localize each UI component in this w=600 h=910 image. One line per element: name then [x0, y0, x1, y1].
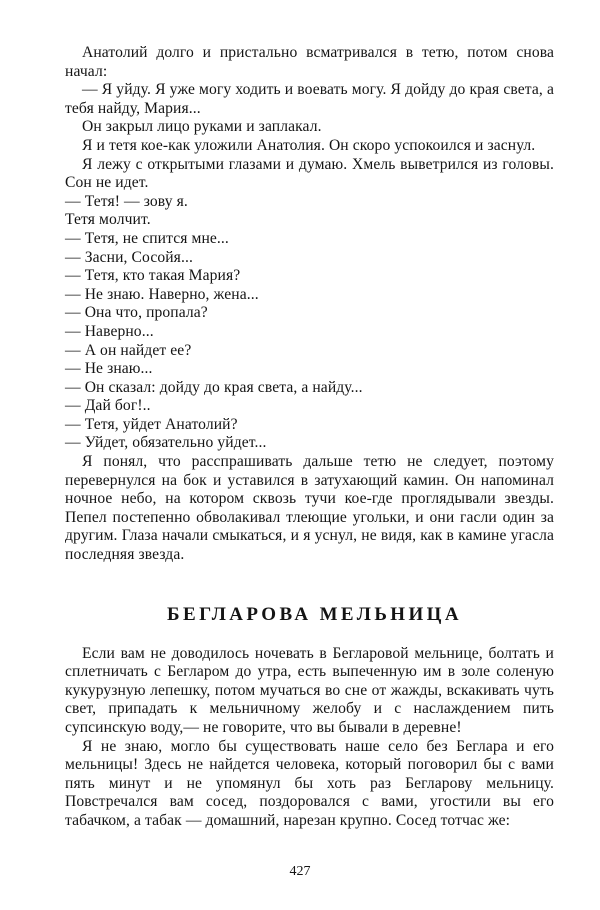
dialogue-line: — Уйдет, обязательно уйдет... [65, 434, 267, 452]
dialogue-line: — Засни, Сосойя... [65, 248, 193, 266]
paragraph: Тетя молчит. [65, 211, 151, 229]
section-title: БЕГЛАРОВА МЕЛЬНИЦА [167, 603, 462, 625]
paragraph: Если вам не доводилось ночевать в Бегларовой мельнице, болтать и сплетничать с Бегларом до утра, есть выпеченную им в золе соленую кукурузную лепешку, потом мучаться во сне от жажды, вскакивать чуть свет, припадать к мельничному желобу и с наслаждением пить супсинскую воду,— не говорите, что вы бывали в деревне! [65, 644, 554, 736]
dialogue-line: — А он найдет ее? [65, 341, 192, 359]
dialogue-line: — Она что, пропала? [65, 304, 208, 322]
paragraph: Я и тетя кое-как уложили Анатолия. Он скоро успокоился и заснул. [82, 136, 536, 154]
dialogue-line: — Я уйду. Я уже могу ходить и воевать могу. Я дойду до края света, а тебя найду, Мария... [65, 81, 554, 117]
paragraph: Я лежу с открытыми глазами и думаю. Хмель выветрился из головы. Сон не идет. [65, 155, 554, 192]
paragraph: Я не знаю, могло бы существовать наше село без Беглара и его мельницы! Здесь не найдется человека, который поговорил бы с вами пять минут и не упомянул бы хоть раз Бегларову мельницу. Повстречался вам сосед, поздоровался с вами, угостили вы его табачком, а табак — домашний, нарезан крупно. Сосед тотчас же: [65, 737, 554, 829]
text-block-top [65, 44, 554, 565]
dialogue-line: — Наверно... [65, 322, 154, 340]
text-block-bottom [65, 645, 554, 831]
dialogue-line: — Он сказал: дойду до края света, а найду... [65, 378, 363, 396]
dialogue-line: — Не знаю. Наверно, жена... [65, 285, 259, 303]
dialogue-line: — Тетя! — зову я. [65, 192, 188, 210]
dialogue-line: — Дай бог!.. [65, 397, 151, 415]
dialogue-line: — Тетя, кто такая Мария? [65, 267, 241, 285]
dialogue-line: — Не знаю... [65, 360, 153, 378]
page-number: 427 [289, 864, 311, 879]
paragraph: Анатолий долго и пристально всматривался в тетю, потом снова начал: [65, 44, 554, 80]
paragraph: Он закрыл лицо руками и заплакал. [82, 118, 322, 136]
dialogue-line: — Тетя, уйдет Анатолий? [65, 415, 238, 433]
paragraph: Я понял, что расспрашивать дальше тетю не следует, поэтому перевернулся на бок и уставился в затухающий камин. Он напоминал ночное небо, на котором сквозь тучи кое-где проглядывали звезды. Пепел постепенно обволакивал тлеющие угольки, и они гасли один за другим. Глаза начали смыкаться, и я уснул, не видя, как в камине угасла последняя звезда. [65, 453, 554, 564]
dialogue-line: — Тетя, не спится мне... [65, 229, 229, 247]
